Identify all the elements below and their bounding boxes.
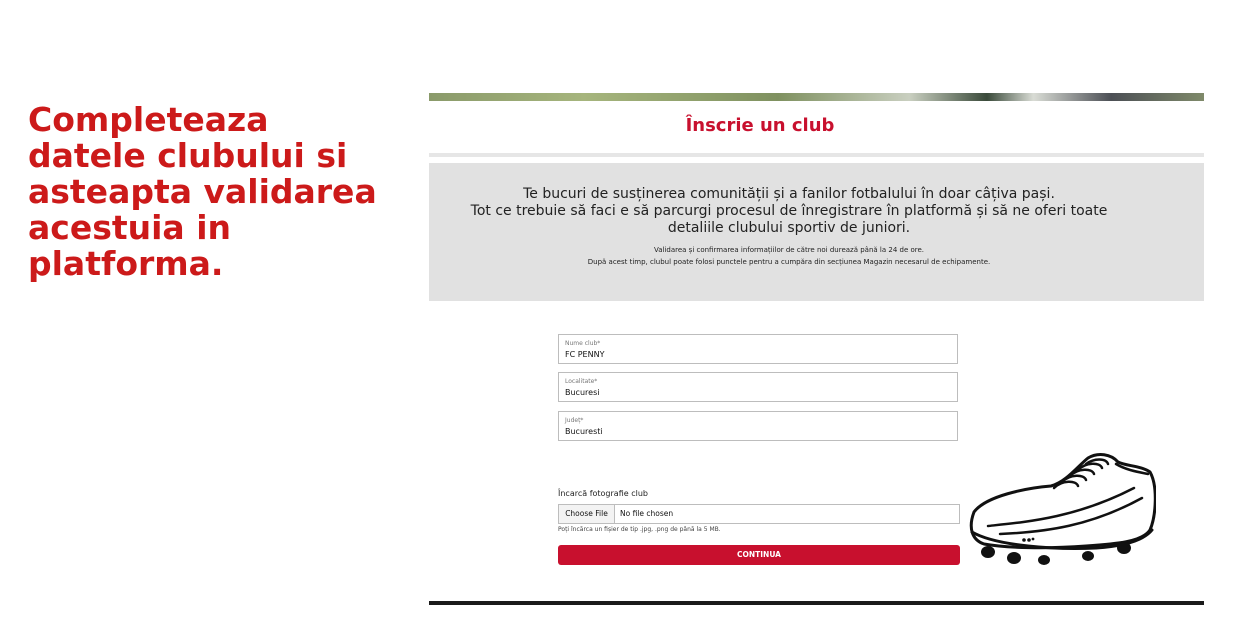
info-line-2: Tot ce trebuie să faci e să parcurgi procesul de înregistrare în platformă și să ne oferi toate detaliile clubului sportiv de juniori. <box>470 203 1108 236</box>
title-divider <box>429 153 1204 157</box>
club-name-input[interactable] <box>565 350 945 359</box>
upload-hint: Poți încărca un fișier de tip .jpg, .png de până la 5 MB. <box>558 526 721 533</box>
continue-button[interactable]: CONTINUA <box>558 545 960 565</box>
football-boot-icon <box>966 452 1156 567</box>
hero-banner-strip <box>429 93 1204 101</box>
county-field[interactable] <box>558 411 958 441</box>
county-label: Județ* <box>565 417 584 424</box>
info-note-2: După acest timp, clubul poate folosi punctele pentru a cumpăra din secțiunea Magazin necesarul de echipamente. <box>587 258 991 266</box>
file-status: No file chosen <box>620 509 674 518</box>
bottom-divider <box>429 601 1204 605</box>
info-note-1: Validarea și confirmarea informațiilor de către noi durează până la 24 de ore. <box>653 246 925 254</box>
slide-headline: Completeaza datele clubului si asteapta validarea acestuia in platforma. <box>28 100 377 283</box>
city-input[interactable] <box>565 388 945 397</box>
choose-file-button[interactable]: Choose File <box>559 505 615 523</box>
county-input[interactable] <box>565 427 945 436</box>
file-upload-field[interactable] <box>558 504 960 524</box>
city-label: Localitate* <box>565 378 598 385</box>
page-title: Înscrie un club <box>685 115 835 136</box>
upload-label: Încarcă fotografie club <box>558 489 648 498</box>
club-name-label: Nume club* <box>565 340 601 347</box>
info-line-1: Te bucuri de susținerea comunității și a fanilor fotbalului în doar câțiva pași. <box>523 186 1055 202</box>
city-field[interactable] <box>558 372 958 402</box>
info-box <box>429 163 1204 301</box>
club-name-field[interactable] <box>558 334 958 364</box>
